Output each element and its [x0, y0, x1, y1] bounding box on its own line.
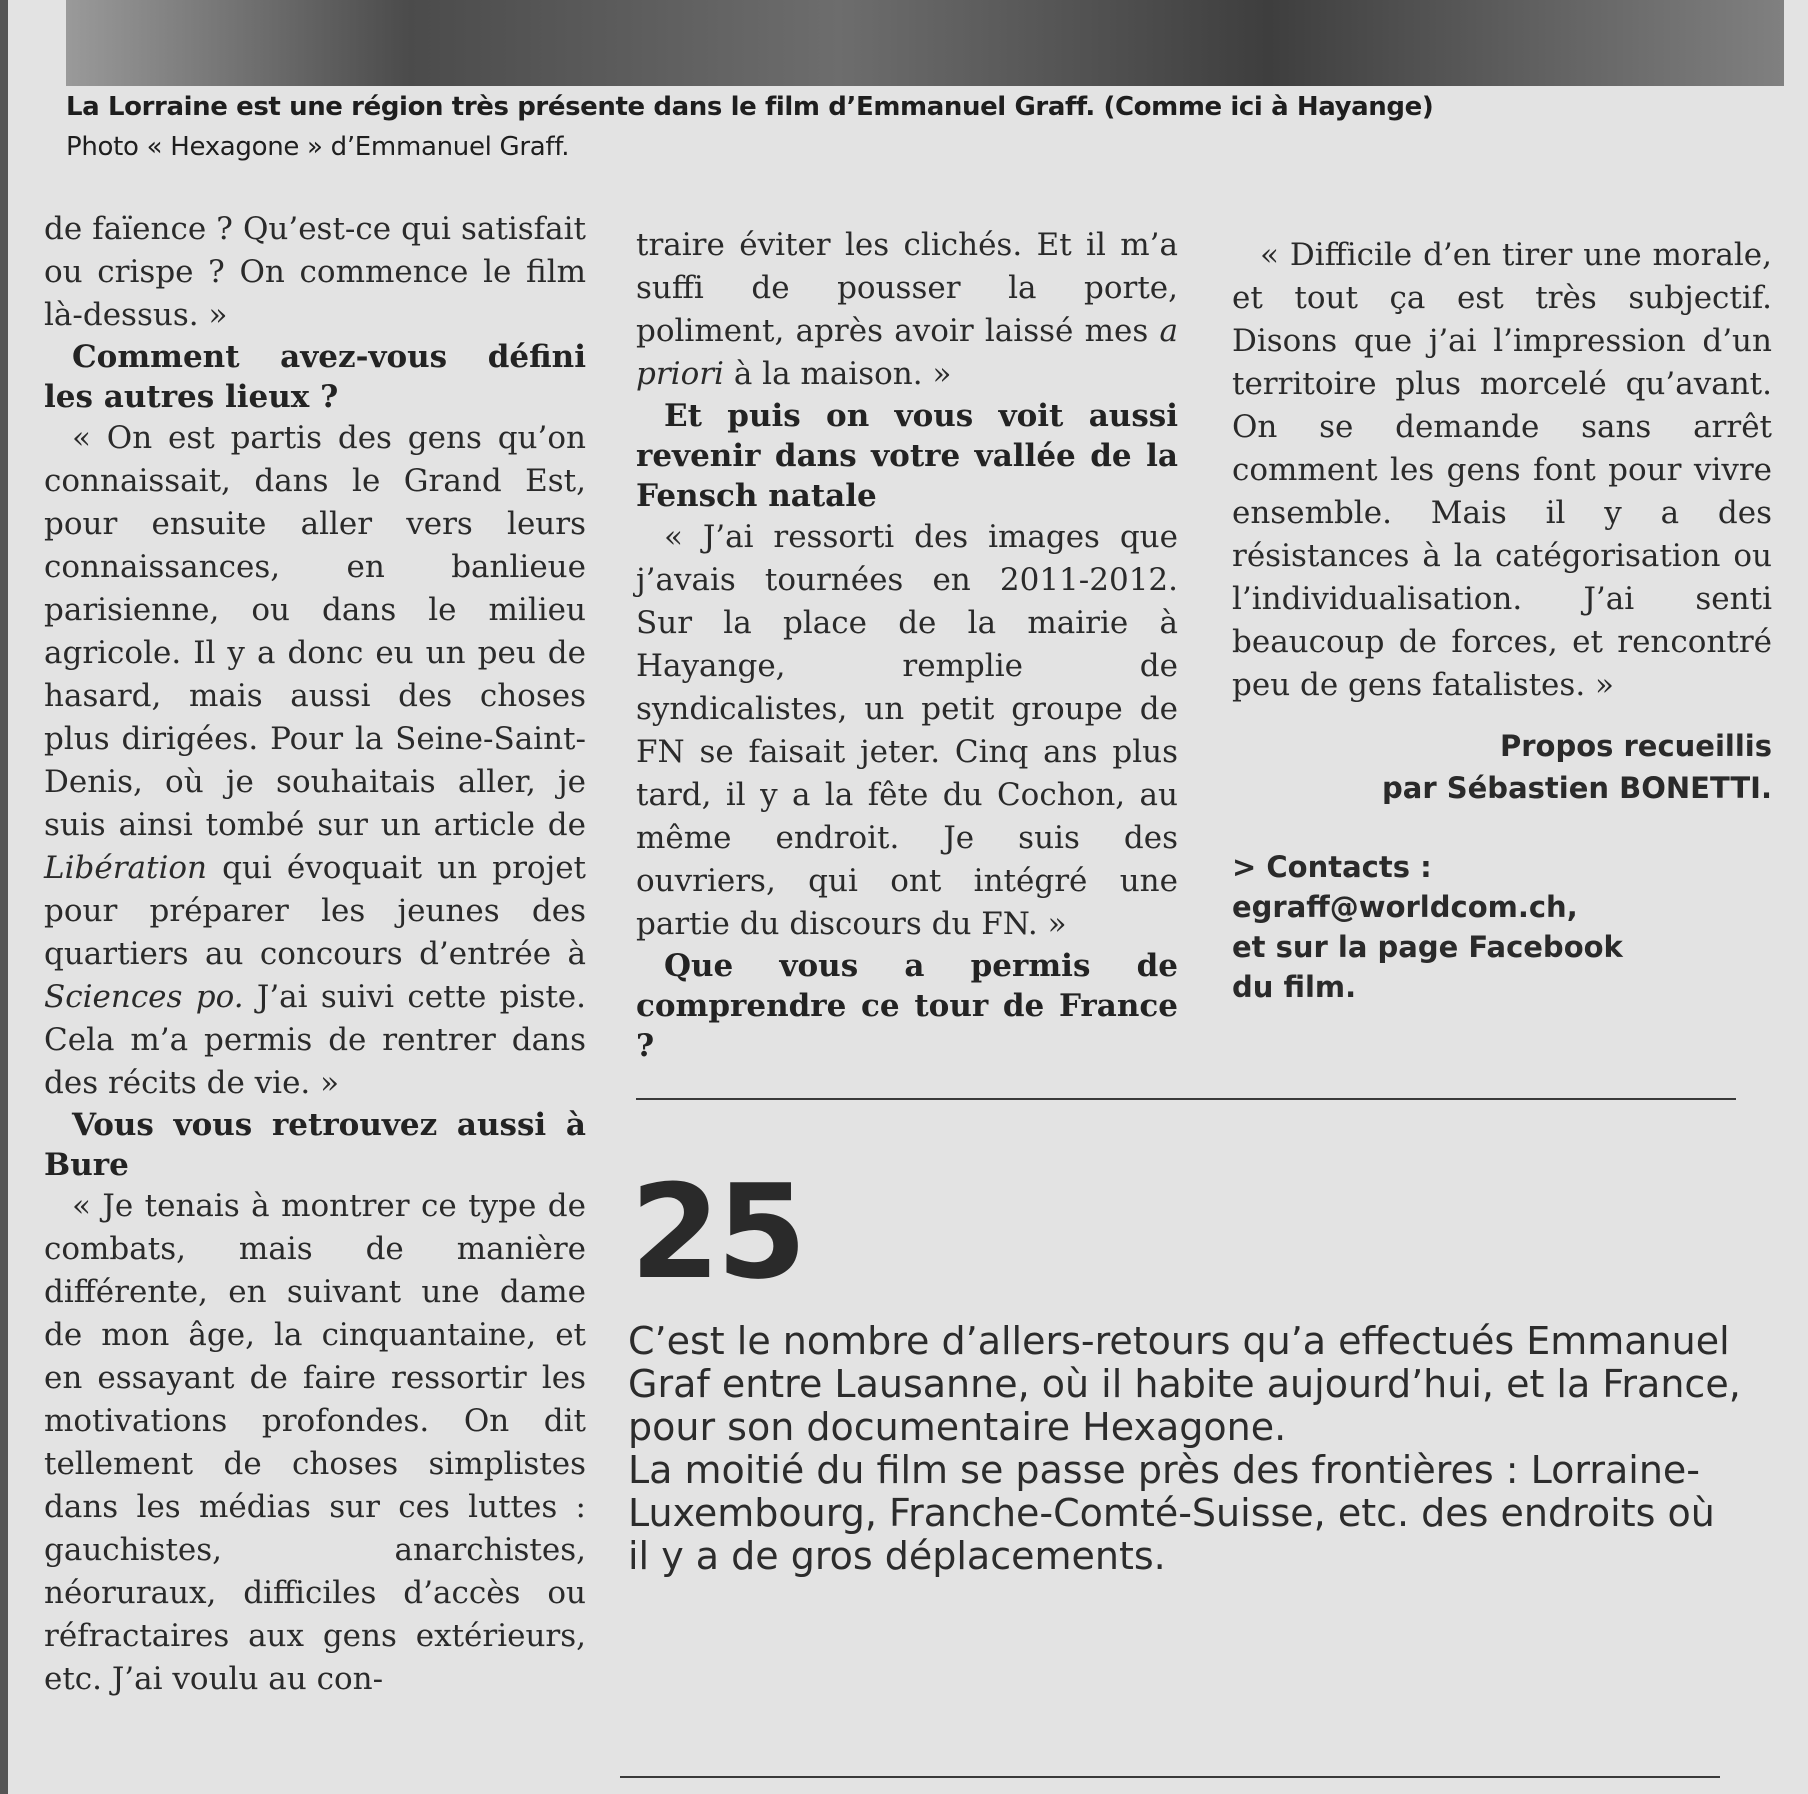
article-column-1	[44, 208, 586, 1701]
paragraph: « Je tenais à montrer ce type de combats, mais de manière différente, en suivant une dame de mon âge, la cinquantaine, et en essayant de faire ressortir les motivations profondes. On dit tellement de choses simplistes dans les médias sur ces luttes : gauchistes, anarchistes, néoruraux, difficiles d’accès ou réfractaires aux gens extérieurs, etc. J’ai voulu au con-	[44, 1188, 586, 1697]
paragraph: de faïence ? Qu’est-ce qui satisfait ou crispe ? On commence le film là-dessus. »	[44, 211, 586, 333]
article-column-2	[636, 224, 1178, 1066]
page-edge-shadow	[0, 0, 8, 1794]
article-photo	[66, 0, 1784, 86]
contacts-label: > Contacts :	[1232, 850, 1432, 884]
photo-caption: La Lorraine est une région très présente dans le film d’Emmanuel Graff. (Comme ici à Hayange)	[66, 92, 1434, 122]
paragraph: « Difficile d’en tirer une morale, et tout ça est très subjectif. Disons que j’ai l’impression d’un territoire plus morcelé qu’avant. On se demande sans arrêt comment les gens font pour vivre ensemble. Mais il y a des résistances à la catégorisation ou l’individualisation. J’ai senti beaucoup de forces, et rencontré peu de gens fatalistes. »	[1232, 237, 1772, 703]
contacts-block: > Contacts : egraff@worldcom.ch, et sur la page Facebook du film.	[1232, 847, 1772, 1007]
contact-email: egraff@worldcom.ch,	[1232, 890, 1578, 924]
interview-question: Comment avez-vous défini les autres lieux ?	[44, 339, 586, 415]
stat-description: C’est le nombre d’allers-retours qu’a effectués Emmanuel Graf entre Lausanne, où il habite aujourd’hui, et la France, pour son documentaire Hexagone. La moitié du film se passe près des frontières : Lorraine-Luxembourg, Franche-Comté-Suisse, etc. des endroits où il y a de gros déplacements.	[628, 1319, 1741, 1578]
italic-term: a priori	[636, 313, 1178, 392]
interview-question: Et puis on vous voit aussi revenir dans votre vallée de la Fensch natale	[636, 398, 1178, 514]
paragraph: « On est partis des gens qu’on connaissait, dans le Grand Est, pour ensuite aller vers leurs connaissances, en banlieue parisienne, ou dans le milieu agricole. Il y a donc eu un peu de hasard, mais aussi des choses plus dirigées. Pour la Seine-Saint-Denis, où je souhaitais aller, je suis ainsi tombé sur un article de Libération qui évoquait un projet pour préparer les jeunes des quartiers au concours d’entrée à Sciences po. J’ai suivi cette piste. Cela m’a permis de rentrer dans des récits de vie. »	[44, 420, 586, 1101]
interview-question: Que vous a permis de comprendre ce tour de France ?	[636, 948, 1178, 1064]
divider	[620, 1776, 1720, 1778]
interview-question: Vous vous retrouvez aussi à Bure	[44, 1107, 586, 1183]
publication-name: Libération	[44, 850, 207, 886]
paragraph: « J’ai ressorti des images que j’avais tournées en 2011-2012. Sur la place de la mairie à Hayange, remplie de syndicalistes, un petit groupe de FN se faisait jeter. Cinq ans plus tard, il y a la fête du Cochon, au même endroit. Je suis des ouvriers, qui ont intégré une partie du discours du FN. »	[636, 519, 1178, 942]
school-name: Sciences po.	[44, 979, 244, 1015]
author-signature: Propos recueillis par Sébastien BONETTI.	[1382, 729, 1772, 805]
paragraph: traire éviter les clichés. Et il m’a suffi de pousser la porte, poliment, après avoir laissé mes a priori à la maison. »	[636, 227, 1178, 392]
photo-credit: Photo « Hexagone » d’Emmanuel Graff.	[66, 132, 570, 162]
divider	[636, 1098, 1736, 1100]
stat-number: 25	[630, 1156, 803, 1308]
article-column-3	[1232, 234, 1772, 1007]
